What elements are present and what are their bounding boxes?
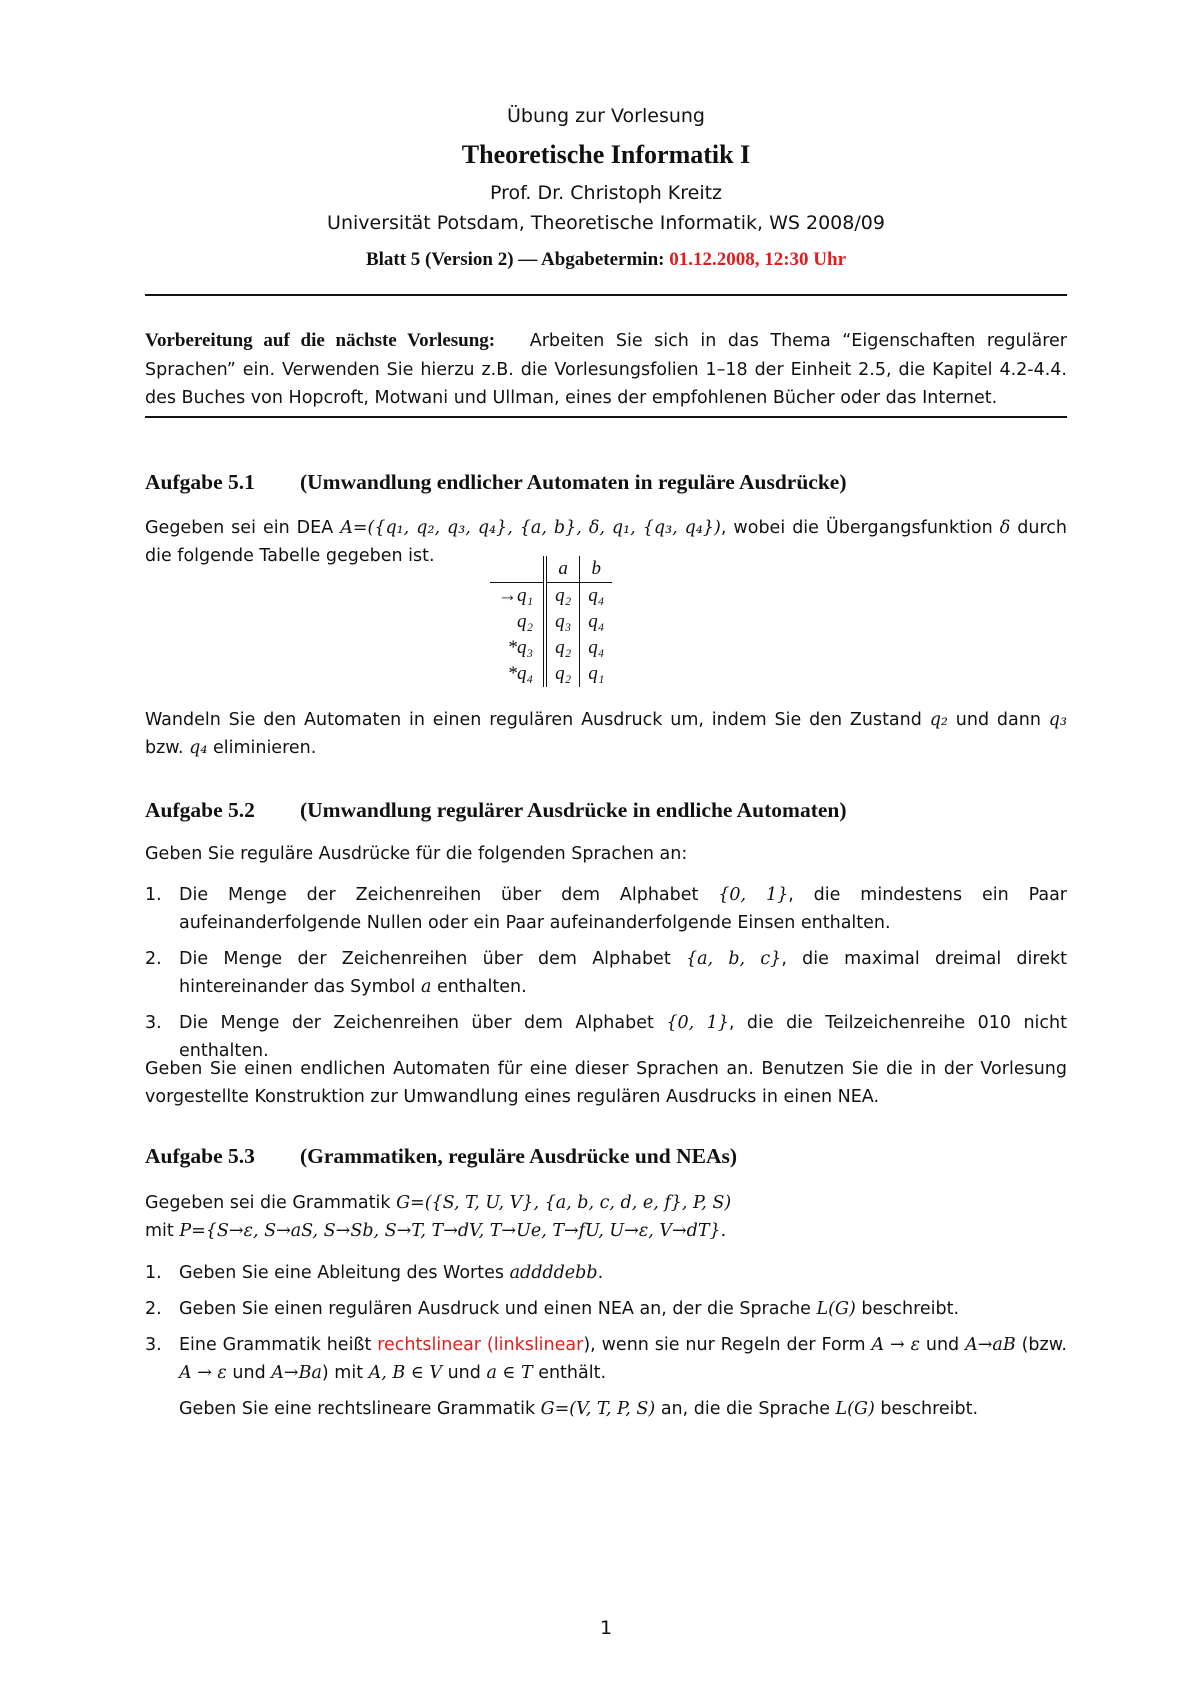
top-rule <box>145 294 1067 296</box>
item-text: Die Menge der Zeichenreihen über dem Alphabet <box>179 885 699 905</box>
item-set: {0, 1} <box>666 1013 729 1033</box>
task1-delta: δ <box>999 518 1011 538</box>
task2-outro: Geben Sie einen endlichen Automaten für eine dieser Sprachen an. Benutzen Sie die in der Vorlesung vorgestellte Konstruktion zur Umwandlung eines regulären Ausdrucks in einen NEA. <box>145 1059 1067 1107</box>
task1-outro-a: Wandeln Sie den Automaten in einen regulären Ausdruck um, indem Sie den Zustand <box>145 710 922 730</box>
item-text: Geben Sie eine rechtslineare Grammatik <box>179 1399 536 1419</box>
item-number: 1. <box>145 1263 162 1283</box>
task3-intro <box>145 1189 1067 1245</box>
task1-title: (Umwandlung endlicher Automaten in reguläre Ausdrücke) <box>300 470 847 494</box>
task1-dea: A=({q₁, q₂, q₃, q₄}, {a, b}, δ, q₁, {q₃, q₄}) <box>340 518 721 538</box>
item-text: und <box>447 1363 481 1383</box>
item-text: ), wenn sie nur Regeln der Form <box>583 1335 866 1355</box>
task1-outro-q2: q₂ <box>929 710 948 730</box>
task2-list <box>145 881 1067 1073</box>
table-cell: q₂ <box>545 583 580 610</box>
rule-expr: A→aB <box>965 1335 1016 1355</box>
item-text: ) mit <box>321 1363 364 1383</box>
item-subparagraph <box>179 1395 1067 1423</box>
table-row <box>490 583 612 610</box>
table-header-a: a <box>545 556 580 583</box>
task3-number: Aufgabe 5.3 <box>145 1144 255 1168</box>
rule-expr: A → ε <box>871 1335 920 1355</box>
task1-intro-a: Gegeben sei ein DEA <box>145 518 334 538</box>
task1-intro-c: durch die folgende Tabelle gegeben ist. <box>145 518 1067 566</box>
term-rechtslinear: rechtslinear <box>377 1335 482 1355</box>
sheet-line <box>145 249 1067 271</box>
deadline: 01.12.2008, 12:30 Uhr <box>669 249 847 270</box>
table-state: q₂ <box>517 611 534 632</box>
task3-intro-a: Gegeben sei die Grammatik <box>145 1193 391 1213</box>
transition-table <box>490 556 612 687</box>
page-number: 1 <box>599 1617 613 1639</box>
item-text: und <box>925 1335 960 1355</box>
list-item <box>145 945 1067 1001</box>
table-cell: q₂ <box>545 635 580 661</box>
task1-intro-b: , wobei die Übergangsfunktion <box>720 518 993 538</box>
item-symbol: a <box>420 977 432 997</box>
item-text: und <box>232 1363 266 1383</box>
item-text: beschreibt. <box>861 1299 960 1319</box>
item-paren: ( <box>486 1335 494 1355</box>
task3-title: (Grammatiken, reguläre Ausdrücke und NEAs) <box>300 1144 737 1168</box>
item-text: Eine Grammatik heißt <box>179 1335 372 1355</box>
task2-title: (Umwandlung regulärer Ausdrücke in endliche Automaten) <box>300 798 847 822</box>
item-text: (bzw. <box>1021 1335 1067 1355</box>
item-number: 2. <box>145 1299 162 1319</box>
preparation-label: Vorbereitung auf die nächste Vorlesung: <box>145 330 496 351</box>
table-cell: q₂ <box>545 661 580 687</box>
item-language: L(G) <box>835 1399 875 1419</box>
task2-number: Aufgabe 5.2 <box>145 798 255 822</box>
rule-expr: A→Ba <box>271 1363 322 1383</box>
task1-number: Aufgabe 5.1 <box>145 470 255 494</box>
table-state: *q₄ <box>507 663 534 684</box>
task1-outro-c: bzw. <box>145 738 184 758</box>
item-text: an, die die Sprache <box>660 1399 830 1419</box>
task1-outro-d: eliminieren. <box>212 738 317 758</box>
preparation-box <box>145 327 1067 413</box>
item-text: Die Menge der Zeichenreihen über dem Alphabet <box>179 949 671 969</box>
item-text: Geben Sie eine Ableitung des Wortes <box>179 1263 504 1283</box>
task1-outro-b: und dann <box>955 710 1041 730</box>
table-cell: q₃ <box>545 609 580 635</box>
table-row <box>490 635 612 661</box>
item-text: . <box>597 1263 604 1283</box>
task1-outro <box>145 706 1067 762</box>
item-text: Die Menge der Zeichenreihen über dem Alphabet <box>179 1013 654 1033</box>
item-number: 3. <box>145 1013 162 1033</box>
course-label: Übung zur Vorlesung <box>507 105 705 127</box>
task3-productions: P={S→ε, S→aS, S→Sb, S→T, T→dV, T→Ue, T→fU, U→ε, V→dT}. <box>179 1221 727 1241</box>
table-header-b: b <box>580 556 613 583</box>
item-set: {0, 1} <box>718 885 789 905</box>
table-cell: q₄ <box>580 583 613 610</box>
rule-condition: a ∈ T <box>486 1363 533 1383</box>
item-text: enthält. <box>538 1363 607 1383</box>
list-item <box>145 1295 1067 1323</box>
item-number: 3. <box>145 1335 162 1355</box>
list-item <box>145 881 1067 937</box>
professor-name: Prof. Dr. Christoph Kreitz <box>489 182 723 204</box>
table-state: *q₃ <box>507 637 534 658</box>
item-text: Geben Sie einen regulären Ausdruck und einen NEA an, der die Sprache <box>179 1299 811 1319</box>
task3-list <box>145 1259 1067 1431</box>
item-text: , die die Teilzeichenreihe 010 nicht enthalten. <box>179 1013 1067 1061</box>
item-text: , die maximal dreimal direkt hintereinander das Symbol <box>179 949 1067 997</box>
item-set: {a, b, c} <box>685 949 782 969</box>
task3-grammar: G=({S, T, U, V}, {a, b, c, d, e, f}, P, S) <box>396 1193 732 1213</box>
task3-intro-b: mit <box>145 1221 174 1241</box>
rule-condition: A, B ∈ V <box>368 1363 442 1383</box>
item-number: 1. <box>145 885 162 905</box>
item-text: beschreibt. <box>880 1399 979 1419</box>
document-title: Theoretische Informatik I <box>461 140 751 169</box>
table-cell: q₁ <box>580 661 613 687</box>
item-text: , die mindestens ein Paar aufeinanderfolgende Nullen oder ein Paar aufeinanderfolgende Einsen enthalten. <box>179 885 1067 933</box>
task3-heading <box>145 1144 737 1169</box>
task1-heading <box>145 470 847 495</box>
table-row <box>490 609 612 635</box>
task2-heading <box>145 798 847 823</box>
list-item <box>145 1259 1067 1287</box>
rule-expr: A → ε <box>179 1363 227 1383</box>
task1-outro-q4: q₄ <box>189 738 208 758</box>
preparation-text: Arbeiten Sie sich in das Thema “Eigenschaften regulärer Sprachen” ein. Verwenden Sie hierzu z.B. die Vorlesungsfolien 1–18 der Einheit 2.5, die Kapitel 4.2-4.4. des Buches von Hopcroft, Motwani und Ullman, eines der empfohlenen Bücher oder das Internet. <box>145 331 1067 408</box>
task1-outro-q3: q₃ <box>1048 710 1067 730</box>
list-item <box>145 1331 1067 1423</box>
item-grammar: G=(V, T, P, S) <box>540 1399 656 1419</box>
university-line: Universität Potsdam, Theoretische Informatik, WS 2008/09 <box>327 212 885 234</box>
sheet-label: Blatt 5 (Version 2) — Abgabetermin: <box>365 249 665 270</box>
table-corner <box>490 556 545 583</box>
table-state: →q₁ <box>498 585 534 606</box>
item-number: 2. <box>145 949 162 969</box>
bottom-rule <box>145 416 1067 418</box>
item-language: L(G) <box>816 1299 856 1319</box>
table-row <box>490 661 612 687</box>
item-text: enthalten. <box>436 977 527 997</box>
term-linkslinear: linkslinear <box>493 1335 584 1355</box>
table-cell: q₄ <box>580 635 613 661</box>
table-cell: q₄ <box>580 609 613 635</box>
task2-intro: Geben Sie reguläre Ausdrücke für die folgenden Sprachen an: <box>145 844 688 864</box>
item-word: addddebb <box>509 1263 598 1283</box>
